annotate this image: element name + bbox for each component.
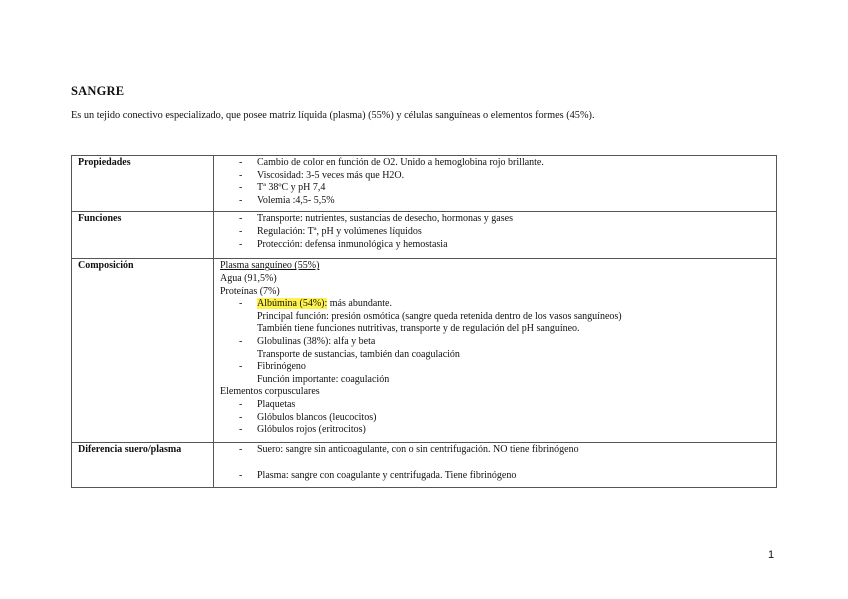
row-label-propiedades: Propiedades bbox=[72, 156, 214, 212]
list-item: - Glóbulos rojos (eritrocitos) bbox=[239, 424, 366, 436]
table-row-diferencia bbox=[72, 443, 777, 487]
table-row-funciones bbox=[72, 212, 777, 259]
list-item: - Protección: defensa inmunológica y hemostasia bbox=[239, 238, 448, 250]
list-item: - Glóbulos blancos (leucocitos) bbox=[239, 411, 377, 423]
row-content-funciones bbox=[214, 212, 777, 259]
albumina-detail-1: Principal función: presión osmótica (sangre queda retenida dentro de los vasos sanguíneos) bbox=[257, 310, 622, 322]
list-item: - Regulación: Tª, pH y volúmenes líquidos bbox=[239, 225, 422, 237]
document-title: SANGRE bbox=[71, 84, 125, 98]
row-label-composicion: Composición bbox=[72, 259, 214, 443]
list-item: - Plaquetas bbox=[239, 398, 296, 410]
list-item: - Globulinas (38%): alfa y beta bbox=[239, 335, 376, 347]
proteinas-line: Proteínas (7%) bbox=[220, 285, 280, 297]
blood-properties-table bbox=[71, 155, 777, 488]
row-content-diferencia bbox=[214, 443, 777, 487]
row-content-composicion bbox=[214, 259, 777, 443]
table-row-composicion bbox=[72, 259, 777, 443]
globulinas-detail: Transporte de sustancias, también dan coagulación bbox=[257, 348, 460, 360]
list-item: - Fibrinógeno bbox=[239, 361, 306, 373]
list-item: - Albúmina (54%): más abundante. bbox=[239, 298, 392, 310]
list-item: - Plasma: sangre con coagulante y centrifugada. Tiene fibrinógeno bbox=[239, 469, 517, 481]
intro-paragraph: Es un tejido conectivo especializado, que posee matriz líquida (plasma) (55%) y células sanguíneas o elementos formes (45%). bbox=[71, 110, 595, 121]
list-item: - Tª 38ºC y pH 7,4 bbox=[239, 182, 326, 194]
list-item: - Cambio de color en función de O2. Unido a hemoglobina rojo brillante. bbox=[239, 157, 544, 168]
spacer bbox=[220, 457, 771, 470]
row-label-diferencia: Diferencia suero/plasma bbox=[72, 443, 214, 487]
albumina-highlight: Albúmina (54%): bbox=[257, 298, 328, 310]
plasma-heading: Plasma sanguíneo (55%) bbox=[220, 260, 320, 272]
list-item: - Transporte: nutrientes, sustancias de desecho, hormonas y gases bbox=[239, 213, 513, 225]
list-item: - Suero: sangre sin anticoagulante, con o sin centrifugación. NO tiene fibrinógeno bbox=[239, 444, 579, 456]
page-number: 1 bbox=[768, 549, 775, 561]
row-label-funciones: Funciones bbox=[72, 212, 214, 259]
row-content-propiedades bbox=[214, 156, 777, 212]
elementos-heading: Elementos corpusculares bbox=[220, 386, 320, 398]
agua-line: Agua (91,5%) bbox=[220, 272, 277, 284]
list-item: - Viscosidad: 3-5 veces más que H2O. bbox=[239, 169, 405, 181]
list-item: - Volemia :4,5- 5,5% bbox=[239, 194, 335, 206]
albumina-detail-2: También tiene funciones nutritivas, transporte y de regulación del pH sanguíneo. bbox=[257, 323, 580, 335]
table-row-propiedades bbox=[72, 156, 777, 212]
fibrinogeno-detail: Función importante: coagulación bbox=[257, 373, 390, 385]
